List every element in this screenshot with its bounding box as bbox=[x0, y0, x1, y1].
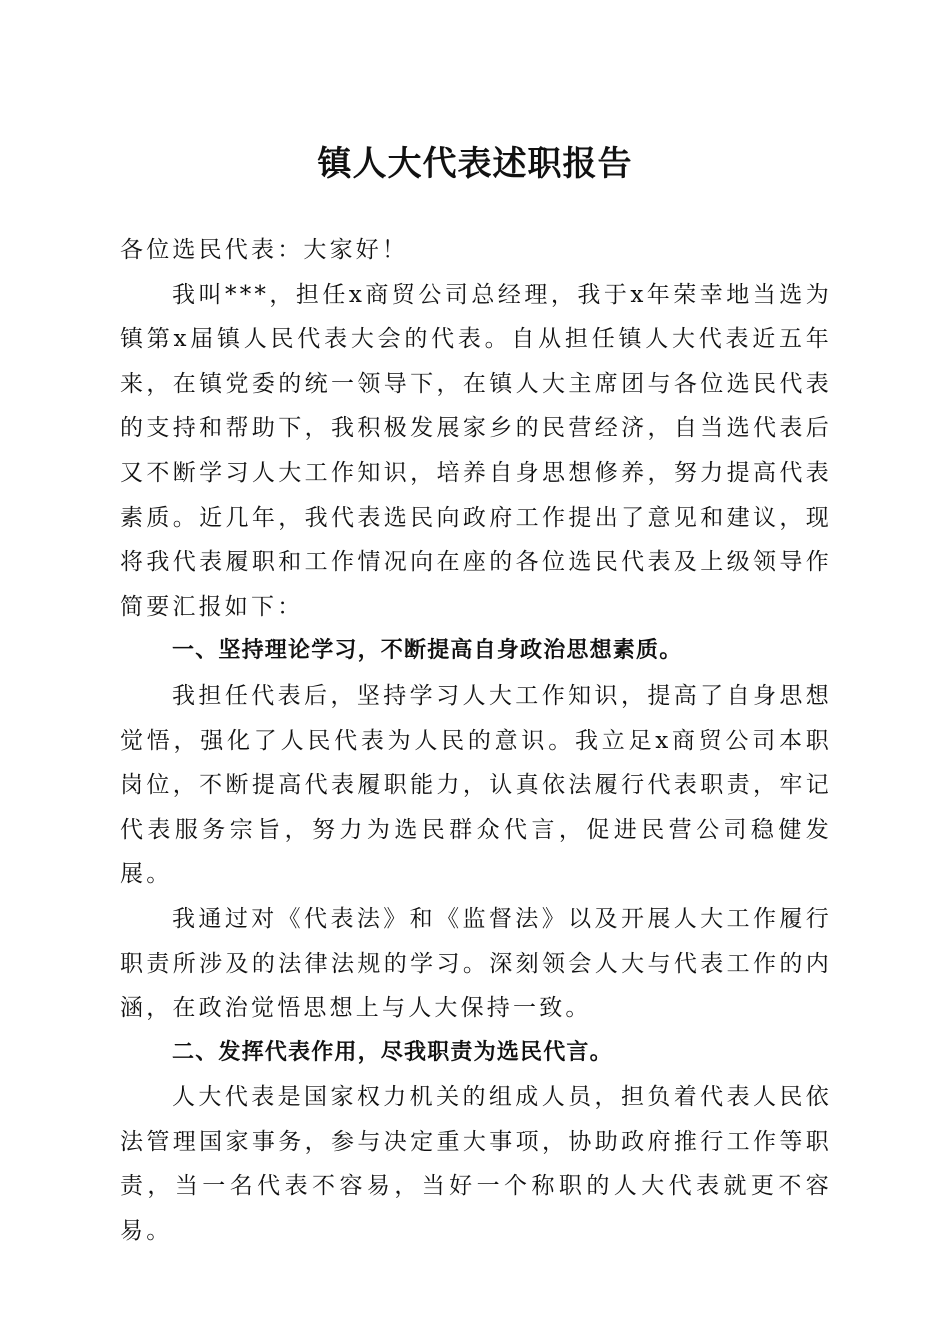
section-1-paragraph-1: 我担任代表后，坚持学习人大工作知识，提高了自身思想觉悟，强化了人民代表为人民的意识。我立足x商贸公司本职岗位，不断提高代表履职能力，认真依法履行代表职责，牢记代表服务宗旨，努力为选民群众代言，促进民营公司稳健发展。 bbox=[120, 682, 832, 888]
document-title: 镇人大代表述职报告 bbox=[317, 144, 633, 184]
intro-paragraph: 我叫***，担任x商贸公司总经理，我于x年荣幸地当选为镇第x届镇人民代表大会的代表。自从担任镇人大代表近五年来，在镇党委的统一领导下，在镇人大主席团与各位选民代表的支持和帮助下，我积极发展家乡的民营经济，自当选代表后又不断学习人大工作知识，培养自身思想修养，努力提高代表素质。近几年，我代表选民向政府工作提出了意见和建议，现将我代表履职和工作情况向在座的各位选民代表及上级领导作简要汇报如下： bbox=[120, 281, 832, 620]
greeting: 各位选民代表：大家好！ bbox=[120, 237, 409, 263]
section-heading-1: 一、坚持理论学习，不断提高自身政治思想素质。 bbox=[172, 638, 683, 664]
section-1-paragraph-2: 我通过对《代表法》和《监督法》以及开展人大工作履行职责所涉及的法律法规的学习。深刻领会人大与代表工作的内涵，在政治觉悟思想上与人大保持一致。 bbox=[120, 905, 832, 1022]
section-2-paragraph-1: 人大代表是国家权力机关的组成人员，担负着代表人民依法管理国家事务，参与决定重大事项，协助政府推行工作等职责，当一名代表不容易，当好一个称职的人大代表就更不容易。 bbox=[120, 1084, 832, 1245]
section-heading-2: 二、发挥代表作用，尽我职责为选民代言。 bbox=[172, 1039, 613, 1065]
document-body bbox=[120, 228, 832, 1254]
